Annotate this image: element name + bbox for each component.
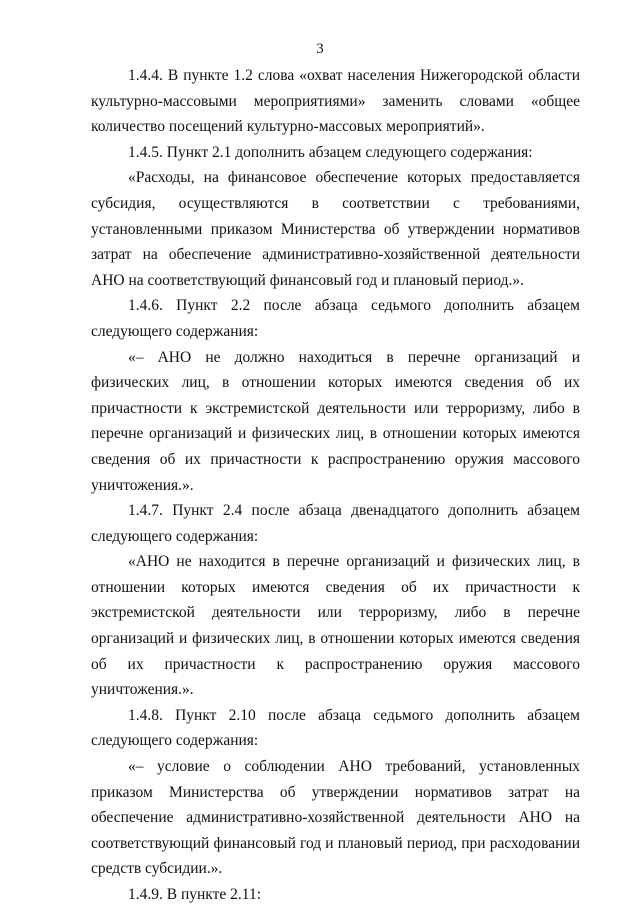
paragraph-1-4-5-quote: «Расходы, на финансовое обеспечение которых предоставляется субсидия, осуществляются в соответствии с требованиями, установленными приказом Министерства об утверждении нормативов затрат на обеспечение административно-хозяйственной деятельности АНО на соответствующий финансовый год и плановый период.». bbox=[91, 169, 580, 289]
paragraph-1-4-7-quote: «АНО не находится в перечне организаций и физических лиц, в отношении которых имеются сведения об их причастности к экстремистской деятельности или терроризму, либо в перечне организаций и физических лиц, в отношении которых имеются сведения об их причастности к распространению оружия массового уничтожения.». bbox=[91, 553, 580, 699]
paragraph-1-4-4: 1.4.4. В пункте 1.2 слова «охват населения Нижегородской области культурно-массовыми мероприятиями» заменить словами «общее количество посещений культурно-массовых мероприятий». bbox=[91, 67, 580, 136]
document-body bbox=[91, 63, 580, 908]
paragraph-1-4-7: 1.4.7. Пункт 2.4 после абзаца двенадцатого дополнить абзацем следующего содержания: bbox=[91, 502, 580, 545]
page-number: 3 bbox=[316, 41, 324, 57]
paragraph-1-4-6: 1.4.6. Пункт 2.2 после абзаца седьмого дополнить абзацем следующего содержания: bbox=[91, 297, 580, 340]
paragraph-1-4-9: 1.4.9. В пункте 2.11: bbox=[128, 886, 262, 903]
paragraph-1-4-6-quote: «– АНО не должно находиться в перечне организаций и физических лиц, в отношении которых имеются сведения об их причастности к экстремистской деятельности или терроризму, либо в перечне организаций и физических лиц, в отношении которых имеются сведения об их причастности к распространению оружия массового уничтожения.». bbox=[91, 348, 580, 494]
paragraph-1-4-8-quote: «– условие о соблюдении АНО требований, установленных приказом Министерства об утверждении нормативов затрат на обеспечение административно-хозяйственной деятельности АНО на соответствующий финансовый год и плановый период, при расходовании средств субсидии.». bbox=[91, 758, 580, 878]
paragraph-1-4-5: 1.4.5. Пункт 2.1 дополнить абзацем следующего содержания: bbox=[128, 143, 533, 161]
paragraph-1-4-8: 1.4.8. Пункт 2.10 после абзаца седьмого дополнить абзацем следующего содержания: bbox=[91, 706, 580, 750]
